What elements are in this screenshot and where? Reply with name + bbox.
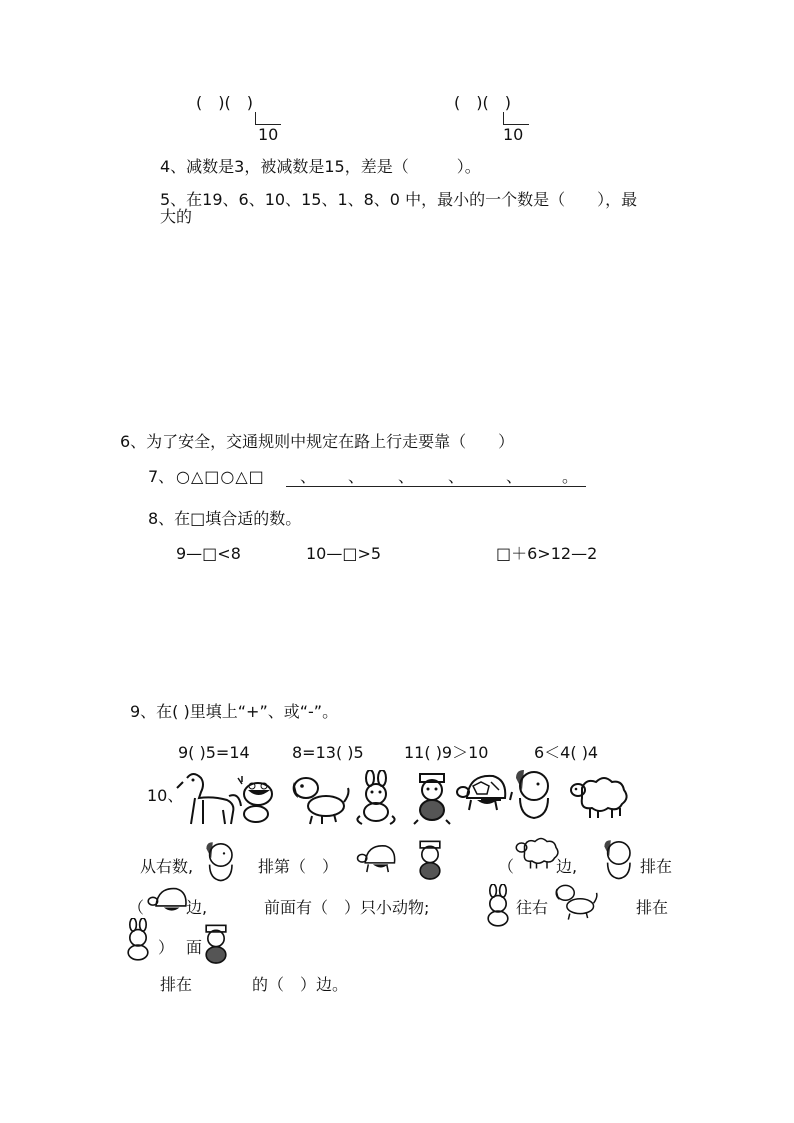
- turtle-icon: [356, 840, 396, 878]
- question-9-title: 9、在( )里填上“+”、或“-”。: [130, 702, 339, 721]
- q10-row2-c: 前面有（ ）只小动物;: [264, 898, 430, 917]
- q10-row1-a: 从右数,: [140, 857, 194, 876]
- monkey-icon: [198, 922, 234, 968]
- q10-row2-e: 排在: [636, 898, 669, 917]
- question-9-item: 9( )5=14: [178, 743, 250, 762]
- rabbit-icon: [354, 770, 398, 826]
- sheep-icon: [514, 834, 562, 870]
- split-left-top: ( )( ): [196, 93, 253, 112]
- q10-row1-b: 排第（ ）: [258, 857, 339, 876]
- question-9-item: 11( )9＞10: [404, 743, 489, 762]
- monkey-icon: [412, 838, 448, 884]
- q10-row4-a: 排在: [160, 975, 193, 994]
- question-7-label: 7、: [148, 467, 175, 486]
- split-right-bottom: 10: [503, 125, 524, 144]
- q10-row4-b: 的（ ）边。: [252, 975, 349, 994]
- question-9-item: 6＜4( )4: [534, 743, 599, 762]
- question-8-title: 8、在□填合适的数。: [148, 509, 302, 528]
- q10-row3-b: 面: [186, 938, 203, 957]
- rabbit-icon: [480, 884, 516, 930]
- question-9-item: 8=13( )5: [292, 743, 364, 762]
- q10-row2-d: 往右: [516, 898, 549, 917]
- q10-row1-d: 边,: [556, 857, 578, 876]
- dog-icon: [552, 880, 598, 922]
- question-10-label: 10、: [147, 786, 184, 805]
- elephant-icon: [200, 838, 240, 888]
- q10-row3-a: ）: [158, 938, 175, 957]
- question-8-item: 9—□<8: [176, 544, 241, 563]
- q10-row1-e: 排在: [640, 857, 673, 876]
- q10-row1-c: （: [498, 857, 515, 876]
- q10-row2-a: （: [128, 898, 145, 917]
- dog-icon: [288, 772, 350, 826]
- split-right-top: ( )( ): [454, 93, 511, 112]
- question-5-line2: 大的: [160, 207, 193, 226]
- question-7-shapes: ○△□○△□: [176, 467, 265, 486]
- split-left-bottom: 10: [258, 125, 279, 144]
- turtle-icon: [146, 884, 188, 920]
- monkey-icon: [410, 770, 454, 826]
- elephant-icon: [508, 768, 558, 824]
- question-7-underline: [286, 486, 586, 487]
- q10-row2-b: 边,: [186, 898, 208, 917]
- rabbit-icon: [120, 918, 156, 964]
- question-8-item: □＋6>12—2: [496, 544, 598, 563]
- question-5-line1: 5、在19、6、10、15、1、8、0 中，最小的一个数是（ ），最: [160, 190, 638, 209]
- elephant-icon: [598, 836, 638, 886]
- turtle-icon: [455, 770, 507, 816]
- question-6: 6、为了安全，交通规则中规定在路上行走要靠（ ）: [120, 432, 515, 451]
- question-8-item: 10—□>5: [306, 544, 382, 563]
- sheep-icon: [568, 772, 632, 820]
- question-4: 4、减数是3，被减数是15，差是（ ）。: [160, 157, 481, 176]
- frog-icon: [232, 772, 280, 826]
